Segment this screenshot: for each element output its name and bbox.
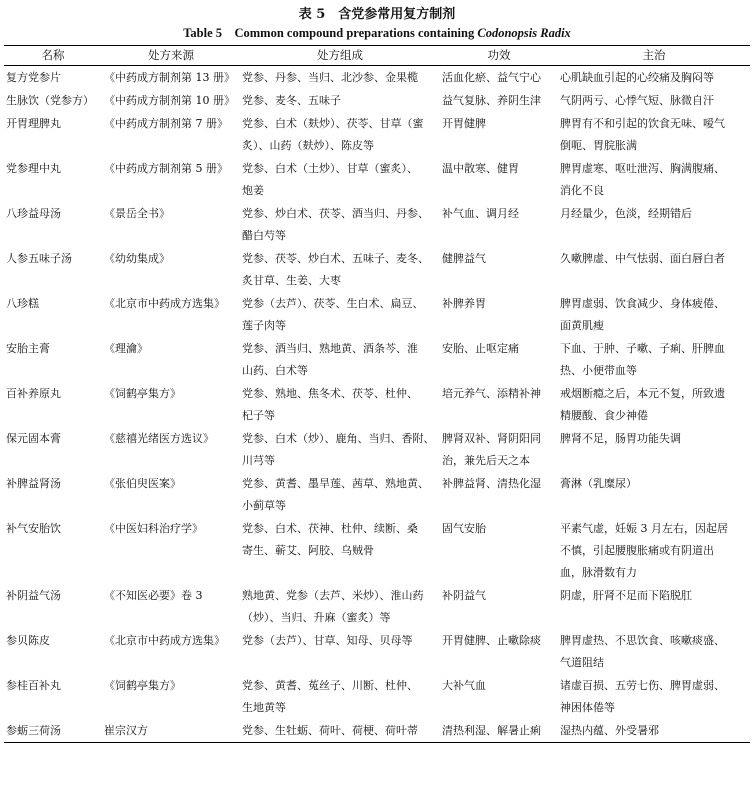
cell-indication: 平素气虚，妊娠 3 月左右，因起居 不慎，引起腰腹胀痛或有阴道出 血，脉滑数有力 [560, 522, 728, 579]
cell-composition: 党参、茯苓、炒白术、五味子、麦冬、 炙甘草、生姜、大枣 [242, 252, 429, 287]
cell-effect: 培元养气、添精补神 [442, 387, 541, 400]
table-row [4, 292, 750, 337]
cell-composition: 党参、黄耆、菟丝子、川断、杜仲、 生地黄等 [242, 679, 418, 714]
table-row [4, 157, 750, 202]
cell-name: 参蛎三荷汤 [4, 719, 102, 743]
cell-indication: 阴虚，肝肾不足而下陷脱肛 [560, 589, 692, 602]
cell-effect: 安胎、止呕定痛 [442, 342, 519, 355]
cell-source: 《北京市中药成方选集》 [104, 634, 225, 647]
cell-name: 生脉饮（党参方） [6, 94, 94, 107]
cell-composition: 党参（去芦）、甘草、知母、贝母等 [242, 634, 413, 647]
table-caption-en-text: Table 5 Common compound preparations containing [183, 26, 478, 40]
cell-name: 补阴益气汤 [6, 589, 61, 602]
cell-composition: 党参、炒白术、茯苓、酒当归、丹参、 醋白芍等 [242, 207, 429, 242]
header-source: 处方来源 [102, 46, 240, 66]
table-row [4, 584, 750, 629]
table-row [4, 337, 750, 382]
table-row [4, 89, 750, 112]
cell-indication: 气阴两亏、心悸气短、脉微自汗 [560, 94, 714, 107]
cell-effect: 温中散寒、健胃 [442, 162, 519, 175]
cell-indication: 脾胃虚寒、呕吐泄泻、胸满腹痛、 消化不良 [560, 162, 725, 197]
cell-indication: 久嗽脾虚、中气怯弱、面白唇白者 [560, 252, 725, 265]
cell-indication: 脾胃虚弱、饮食减少、身体疲倦、 面黄肌瘦 [560, 297, 725, 332]
cell-composition: 党参、丹参、当归、北沙参、金果榄 [242, 71, 418, 84]
cell-name: 参贝陈皮 [6, 634, 50, 647]
cell-source: 《张伯臾医案》 [104, 477, 181, 490]
cell-effect: 开胃健脾 [442, 117, 486, 130]
cell-composition: 党参、白术（麸炒）、茯苓、甘草（蜜 炙）、山药（麸炒）、陈皮等 [242, 117, 424, 152]
cell-name: 百补养原丸 [6, 387, 61, 400]
table-row [4, 202, 750, 247]
cell-effect: 脾肾双补、肾阴阳同 治，兼先后天之本 [442, 432, 541, 467]
cell-composition: 党参、熟地、焦冬术、茯苓、杜仲、 杞子等 [242, 387, 418, 422]
cell-name: 八珍益母汤 [6, 207, 61, 220]
cell-source: 《北京市中药成方选集》 [104, 297, 225, 310]
cell-name: 开胃理脾丸 [6, 117, 61, 130]
cell-source: 《理瀹》 [104, 342, 148, 355]
cell-indication: 心肌缺血引起的心绞痛及胸闷等 [560, 71, 714, 84]
cell-effect: 固气安胎 [442, 522, 486, 535]
table-row [4, 719, 750, 743]
table-row [4, 66, 750, 90]
cell-indication: 脾胃有不和引起的饮食无味、嗳气 倒呃、胃脘胀满 [560, 117, 725, 152]
cell-effect: 清热利湿、解暑止痢 [440, 719, 558, 743]
table-caption-en-italic: Codonopsis Radix [477, 26, 571, 40]
header-composition: 处方组成 [240, 46, 440, 66]
cell-source: 《饲鹤亭集方》 [104, 679, 181, 692]
cell-effect: 开胃健脾、止嗽除痰 [442, 634, 541, 647]
cell-effect: 补气血、调月经 [442, 207, 519, 220]
cell-effect: 健脾益气 [442, 252, 486, 265]
cell-source: 《中医妇科治疗学》 [104, 522, 203, 535]
cell-indication: 戒烟断瘾之后，本元不复，所致遗 精腰酸、食少神倦 [560, 387, 725, 422]
cell-indication: 月经量少，色淡，经期错后 [560, 207, 692, 220]
table-row [4, 472, 750, 517]
cell-source: 《幼幼集成》 [104, 252, 170, 265]
cell-composition: 熟地黄、党参（去芦、米炒）、淮山药 （炒）、当归、升麻（蜜炙）等 [242, 589, 424, 624]
cell-source: 《饲鹤亭集方》 [104, 387, 181, 400]
table-caption-cn: 表 5 含党参常用复方制剂 [298, 7, 456, 22]
cell-composition: 党参、麦冬、五味子 [242, 94, 341, 107]
cell-indication: 下血、于肿、子嗽、子痢、肝脾血 热、小便带血等 [560, 342, 725, 377]
table-row [4, 382, 750, 427]
cell-source: 崔宗汉方 [102, 719, 240, 743]
header-name: 名称 [4, 46, 102, 66]
cell-source: 《慈禧光绪医方选议》 [104, 432, 214, 445]
cell-name: 八珍糕 [6, 297, 39, 310]
cell-effect: 补阴益气 [442, 589, 486, 602]
table-body [4, 66, 750, 743]
table-row [4, 427, 750, 472]
table-row [4, 629, 750, 674]
cell-composition: 党参、酒当归、熟地黄、酒条芩、淮 山药、白术等 [242, 342, 418, 377]
cell-indication: 膏淋（乳糜尿） [560, 477, 637, 490]
cell-name: 党参理中丸 [6, 162, 61, 175]
cell-name: 保元固本膏 [6, 432, 61, 445]
cell-composition: 党参、黄耆、墨旱莲、茜草、熟地黄、 小蓟草等 [242, 477, 429, 512]
cell-composition: 党参、白术（土炒）、甘草（蜜炙）、 炮姜 [242, 162, 418, 197]
cell-composition: 党参、白术（炒）、鹿角、当归、香附、 川芎等 [242, 432, 435, 467]
cell-indication: 脾肾不足，肠胃功能失调 [560, 432, 681, 445]
cell-effect: 活血化瘀、益气宁心 [442, 71, 541, 84]
cell-name: 安胎主膏 [6, 342, 50, 355]
header-effect: 功效 [440, 46, 558, 66]
cell-effect: 益气复脉、养阴生津 [442, 94, 541, 107]
table-header-row [4, 46, 750, 66]
cell-source: 《景岳全书》 [104, 207, 170, 220]
cell-effect: 补脾养胃 [442, 297, 486, 310]
cell-effect: 大补气血 [442, 679, 486, 692]
preparations-table [4, 45, 750, 743]
cell-indication: 诸虚百损、五劳七伤、脾胃虚弱、 神困体倦等 [560, 679, 725, 714]
cell-source: 《不知医必要》卷 3 [104, 589, 203, 602]
table-row [4, 247, 750, 292]
cell-name: 人参五味子汤 [6, 252, 72, 265]
table-row [4, 674, 750, 719]
cell-composition: 党参（去芦）、茯苓、生白术、扁豆、 莲子肉等 [242, 297, 424, 332]
cell-composition: 党参、生牡蛎、荷叶、荷梗、荷叶蒂 [240, 719, 440, 743]
cell-name: 复方党参片 [6, 71, 61, 84]
cell-effect: 补脾益肾、清热化湿 [442, 477, 541, 490]
cell-composition: 党参、白术、茯神、杜仲、续断、桑 寄生、蕲艾、阿胶、乌贼骨 [242, 522, 418, 557]
cell-source: 《中药成方制剂第 13 册》 [104, 71, 235, 84]
cell-source: 《中药成方制剂第 7 册》 [104, 117, 228, 130]
cell-indication: 湿热内蕴、外受暑邪 [558, 719, 750, 743]
table-row [4, 112, 750, 157]
cell-name: 参桂百补丸 [6, 679, 61, 692]
cell-name: 补气安胎饮 [6, 522, 61, 535]
header-indication: 主治 [558, 46, 750, 66]
cell-source: 《中药成方制剂第 10 册》 [104, 94, 235, 107]
table-caption-en [4, 24, 750, 42]
table-row [4, 517, 750, 584]
cell-source: 《中药成方制剂第 5 册》 [104, 162, 228, 175]
cell-name: 补脾益肾汤 [6, 477, 61, 490]
cell-indication: 脾胃虚热、不思饮食、咳嗽痰盛、 气道阻结 [560, 634, 725, 669]
